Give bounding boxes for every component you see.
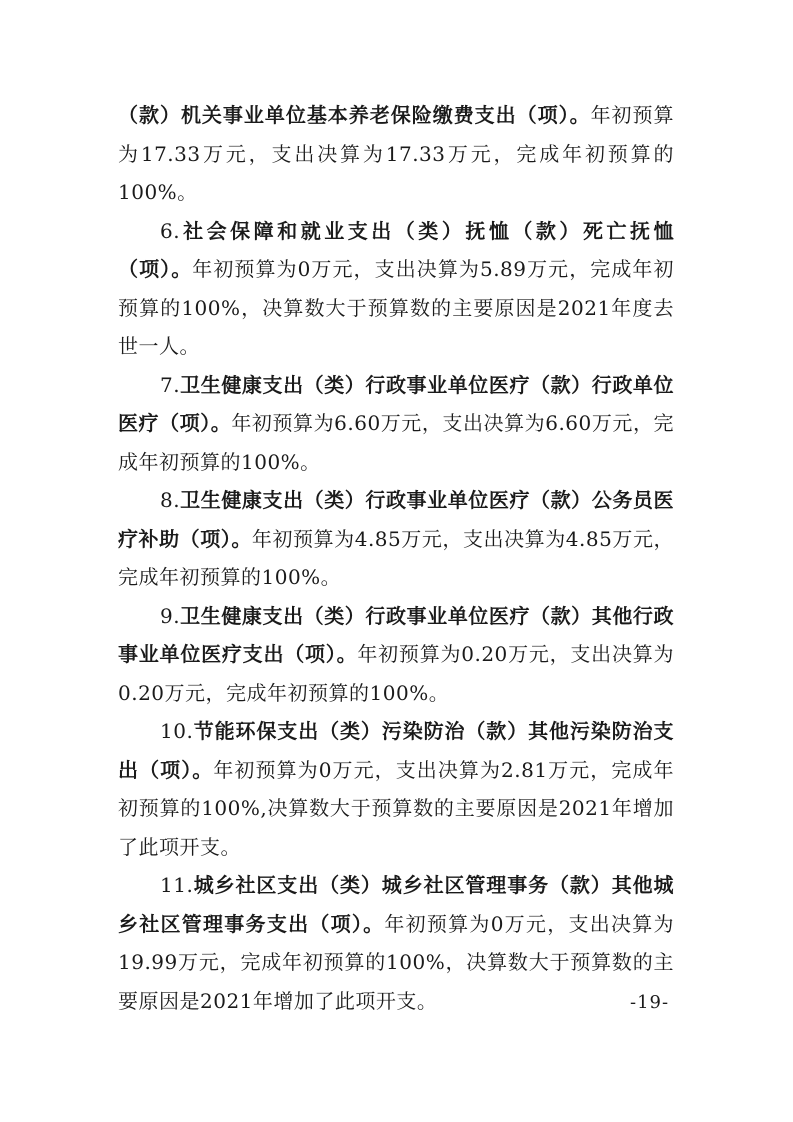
item-heading: 卫生健康支出（类）行政事业单位医疗（款）公务员医疗补助（项）。 — [118, 488, 674, 551]
item-heading: 社会保障和就业支出（类）抚恤（款）死亡抚恤（项）。 — [118, 218, 674, 281]
paragraph-item-6 — [118, 212, 674, 366]
item-text: 年初预算为17.33万元，支出决算为17.33万元，完成年初预算的100%。 — [118, 103, 675, 204]
item-text: 年初预算为0万元，支出决算为2.81万元，完成年初预算的100%,决算数大于预算数的主要原因是2021年增加了此项开支。 — [118, 757, 675, 859]
item-number: 6. — [160, 218, 181, 243]
item-heading: 节能环保支出（类）污染防治（款）其他污染防治支出（项）。 — [118, 719, 674, 782]
item-text: 年初预算为4.85万元，支出决算为4.85万元，完成年初预算的100%。 — [118, 526, 675, 589]
item-text: 年初预算为0万元，支出决算为19.99万元，完成年初预算的100%，决算数大于预算数的主要原因是2021年增加了此项开支。 — [118, 911, 674, 1013]
page-number: -19- — [630, 992, 670, 1013]
item-number: 9. — [160, 603, 181, 628]
item-heading: 卫生健康支出（类）行政事业单位医疗（款）行政单位医疗（项）。 — [118, 372, 674, 435]
item-number: 11. — [160, 873, 194, 897]
paragraph-item-10 — [118, 712, 674, 866]
item-number: 7. — [160, 372, 181, 397]
paragraph-continuation — [118, 96, 674, 212]
item-heading: 卫生健康支出（类）行政事业单位医疗（款）其他行政事业单位医疗支出（项）。 — [118, 603, 674, 666]
item-number: 8. — [160, 488, 181, 512]
item-heading: （款）机关事业单位基本养老保险缴费支出（项）。 — [118, 103, 591, 127]
item-heading: 城乡社区支出（类）城乡社区管理事务（款）其他城乡社区管理事务支出（项）。 — [118, 873, 674, 936]
document-body — [118, 96, 674, 1020]
item-text: 年初预算为0万元，支出决算为5.89万元，完成年初预算的100%，决算数大于预算数的主要原因是2021年度去世一人。 — [118, 257, 674, 358]
item-number: 10. — [160, 719, 194, 743]
paragraph-item-11 — [118, 866, 674, 1020]
paragraph-item-8 — [118, 481, 674, 597]
paragraph-item-7 — [118, 366, 674, 482]
paragraph-item-9 — [118, 597, 674, 713]
item-text: 年初预算为0.20万元，支出决算为0.20万元，完成年初预算的100%。 — [118, 642, 675, 705]
item-text: 年初预算为6.60万元，支出决算为6.60万元，完成年初预算的100%。 — [118, 411, 674, 474]
